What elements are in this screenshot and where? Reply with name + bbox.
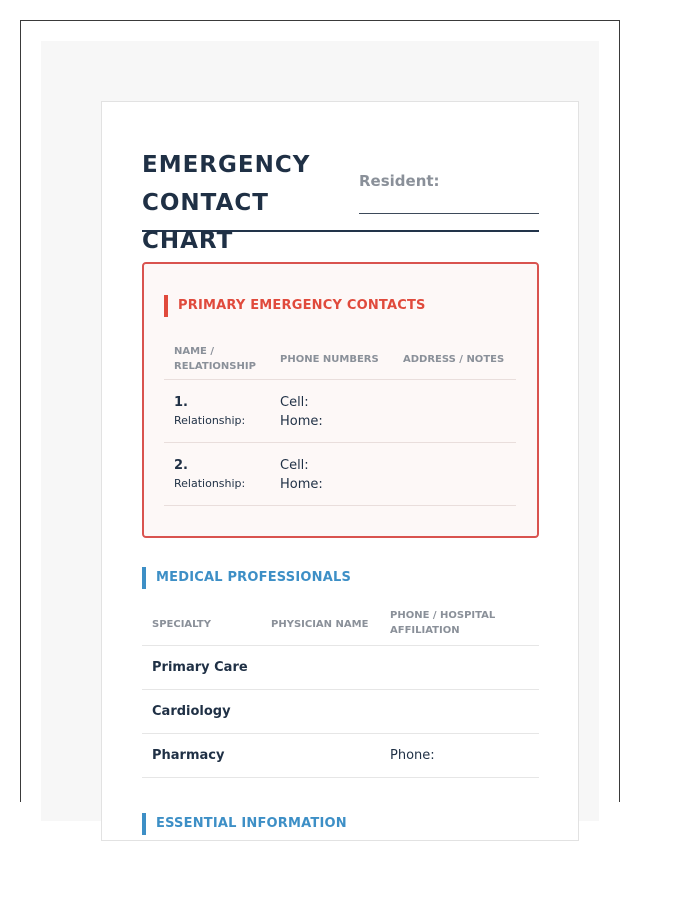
document-header	[142, 146, 539, 254]
column-header-physician: PHYSICIAN NAME	[271, 619, 369, 630]
contact-cell: Cell:	[280, 458, 309, 473]
medical-professionals-heading: MEDICAL PROFESSIONALS	[142, 567, 351, 589]
specialty-pharmacy: Pharmacy	[152, 748, 225, 763]
column-header-phone: PHONE NUMBERS	[280, 354, 379, 365]
primary-contacts-section	[142, 262, 539, 538]
contact-cell: Cell:	[280, 395, 309, 410]
table-rule	[142, 645, 539, 646]
contact-relationship: Relationship:	[174, 414, 246, 427]
specialty-cardiology: Cardiology	[152, 704, 231, 719]
column-header-phone-hospital: PHONE / HOSPITAL AFFILIATION	[390, 610, 496, 636]
document-page	[101, 101, 579, 841]
resident-label: Resident:	[359, 172, 440, 190]
page-backdrop	[41, 41, 599, 831]
contact-relationship: Relationship:	[174, 477, 246, 490]
table-rule	[142, 689, 539, 690]
contact-number: 1.	[174, 395, 188, 410]
resident-fill-line	[359, 213, 539, 214]
table-rule	[142, 777, 539, 778]
table-rule	[164, 442, 516, 443]
contact-number: 2.	[174, 458, 188, 473]
table-rule	[164, 505, 516, 506]
specialty-primary-care: Primary Care	[152, 660, 248, 675]
essential-information-heading: ESSENTIAL INFORMATION	[142, 813, 347, 835]
contact-home: Home:	[280, 477, 323, 492]
contact-home: Home:	[280, 414, 323, 429]
document-title: EMERGENCY CONTACT CHART	[142, 152, 311, 254]
column-header-address: ADDRESS / NOTES	[403, 354, 505, 365]
primary-contacts-heading: PRIMARY EMERGENCY CONTACTS	[164, 295, 426, 317]
table-rule	[164, 379, 516, 380]
pharmacy-phone: Phone:	[390, 748, 435, 763]
column-header-name: NAME / RELATIONSHIP	[174, 346, 256, 372]
table-rule	[142, 733, 539, 734]
column-header-specialty: SPECIALTY	[152, 619, 211, 630]
document-frame	[20, 20, 620, 831]
